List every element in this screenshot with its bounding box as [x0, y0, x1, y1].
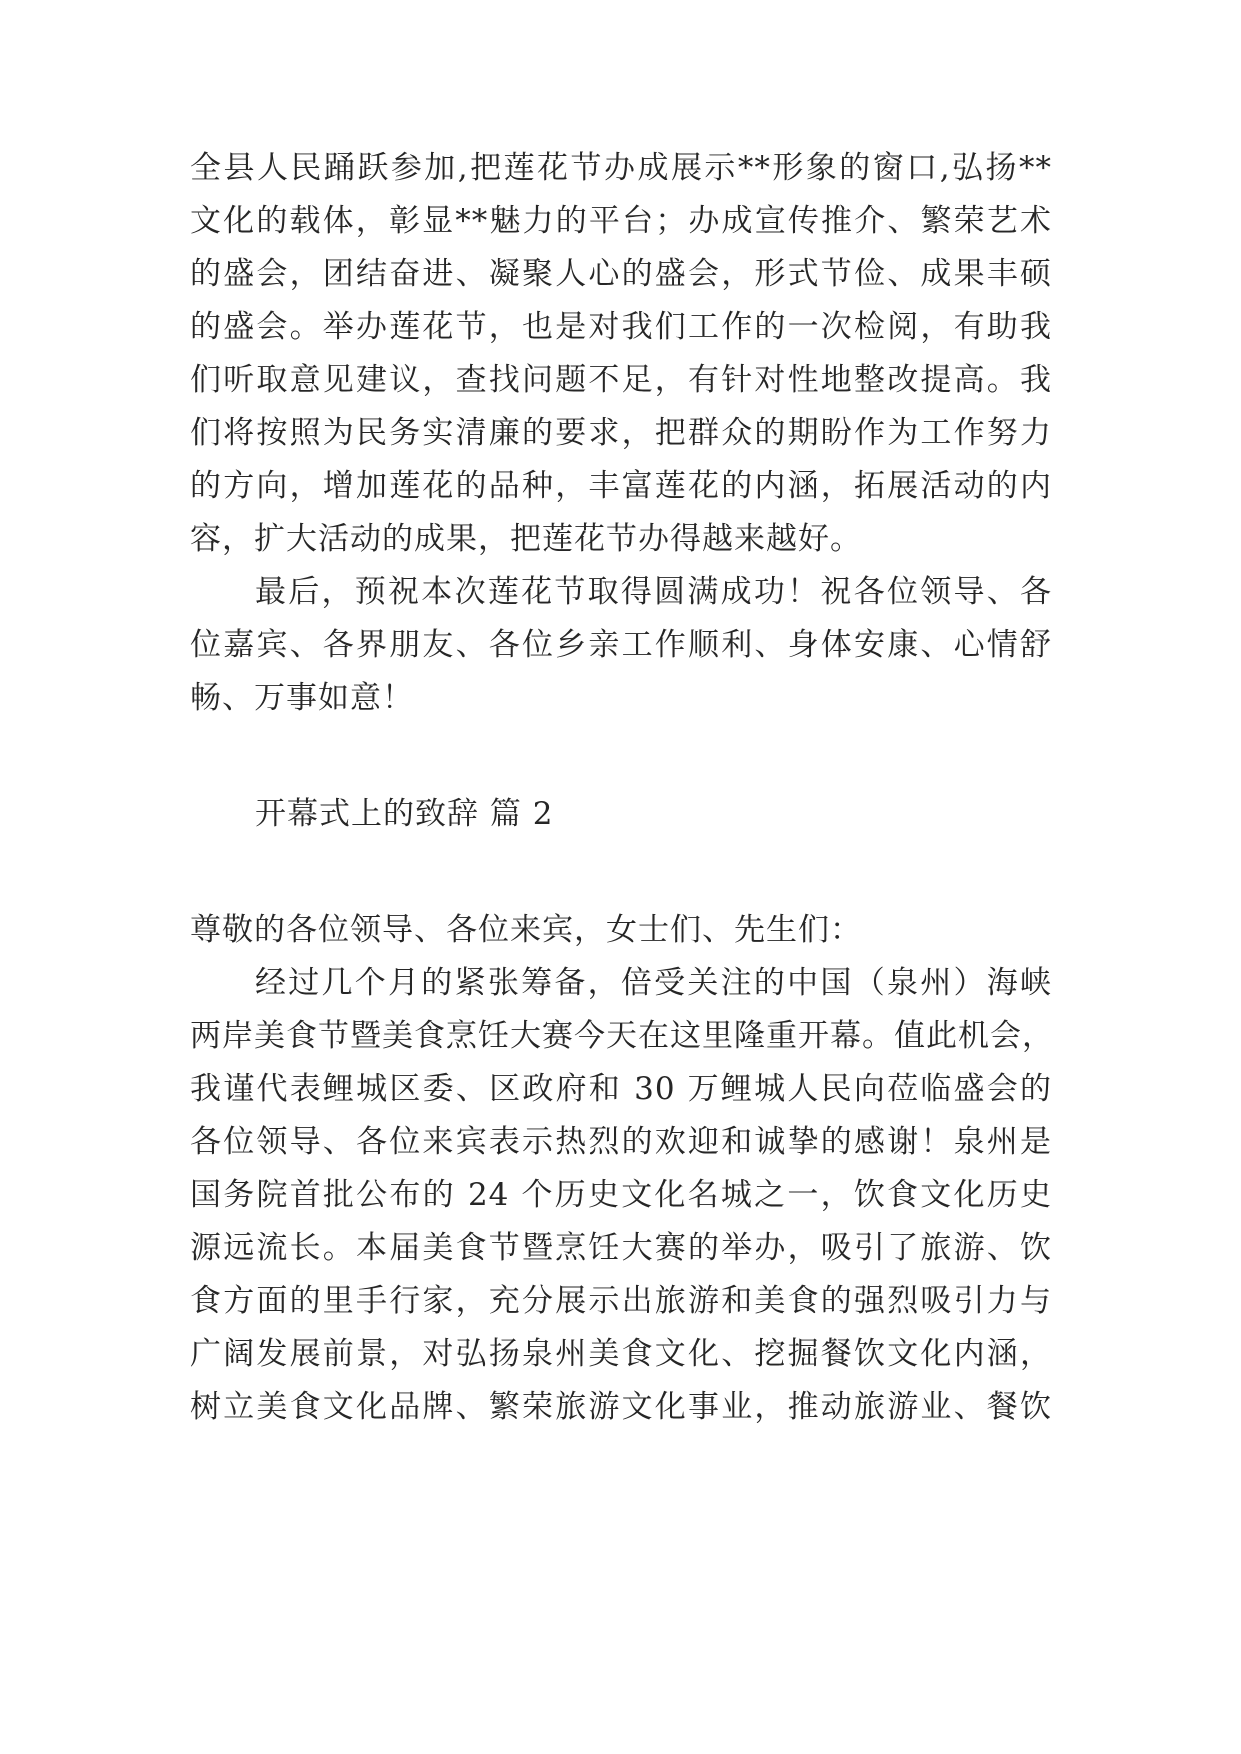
paragraph-line: 国务院首批公布的 24 个历史文化名城之一，饮食文化历史 — [190, 1177, 1052, 1213]
paragraph-line: 文化的载体，彰显**魅力的平台；办成宣传推介、繁荣艺术 — [190, 203, 1052, 239]
paragraph-line: 各位领导、各位来宾表示热烈的欢迎和诚挚的感谢！泉州是 — [190, 1124, 1052, 1160]
paragraph-line: 树立美食文化品牌、繁荣旅游文化事业，推动旅游业、餐饮 — [190, 1389, 1052, 1425]
salutation-line: 尊敬的各位领导、各位来宾，女士们、先生们： — [190, 912, 862, 948]
paragraph-line: 食方面的里手行家，充分展示出旅游和美食的强烈吸引力与 — [190, 1283, 1052, 1319]
paragraph-line: 全县人民踊跃参加,把莲花节办成展示**形象的窗口,弘扬** — [190, 150, 1052, 186]
paragraph-line: 容，扩大活动的成果，把莲花节办得越来越好。 — [190, 521, 862, 557]
paragraph-line: 们将按照为民务实清廉的要求，把群众的期盼作为工作努力 — [190, 415, 1052, 451]
paragraph-line: 位嘉宾、各界朋友、各位乡亲工作顺利、身体安康、心情舒 — [190, 627, 1052, 663]
paragraph-line: 的盛会，团结奋进、凝聚人心的盛会，形式节俭、成果丰硕 — [190, 256, 1052, 292]
paragraph-line: 最后，预祝本次莲花节取得圆满成功！祝各位领导、各 — [255, 574, 1052, 610]
paragraph-line: 广阔发展前景，对弘扬泉州美食文化、挖掘餐饮文化内涵， — [190, 1336, 1052, 1372]
paragraph-line: 源远流长。本届美食节暨烹饪大赛的举办，吸引了旅游、饮 — [190, 1230, 1052, 1266]
paragraph-line: 的方向，增加莲花的品种，丰富莲花的内涵，拓展活动的内 — [190, 468, 1052, 504]
paragraph-line: 们听取意见建议，查找问题不足，有针对性地整改提高。我 — [190, 362, 1052, 398]
paragraph-line: 我谨代表鲤城区委、区政府和 30 万鲤城人民向莅临盛会的 — [190, 1071, 1052, 1107]
paragraph-line: 经过几个月的紧张筹备，倍受关注的中国（泉州）海峡 — [255, 965, 1052, 1001]
paragraph-line: 的盛会。举办莲花节，也是对我们工作的一次检阅，有助我 — [190, 309, 1052, 345]
section-heading: 开幕式上的致辞 篇 2 — [255, 796, 554, 832]
paragraph-line: 畅、万事如意！ — [190, 680, 414, 716]
paragraph-line: 两岸美食节暨美食烹饪大赛今天在这里隆重开幕。值此机会， — [190, 1018, 1054, 1054]
